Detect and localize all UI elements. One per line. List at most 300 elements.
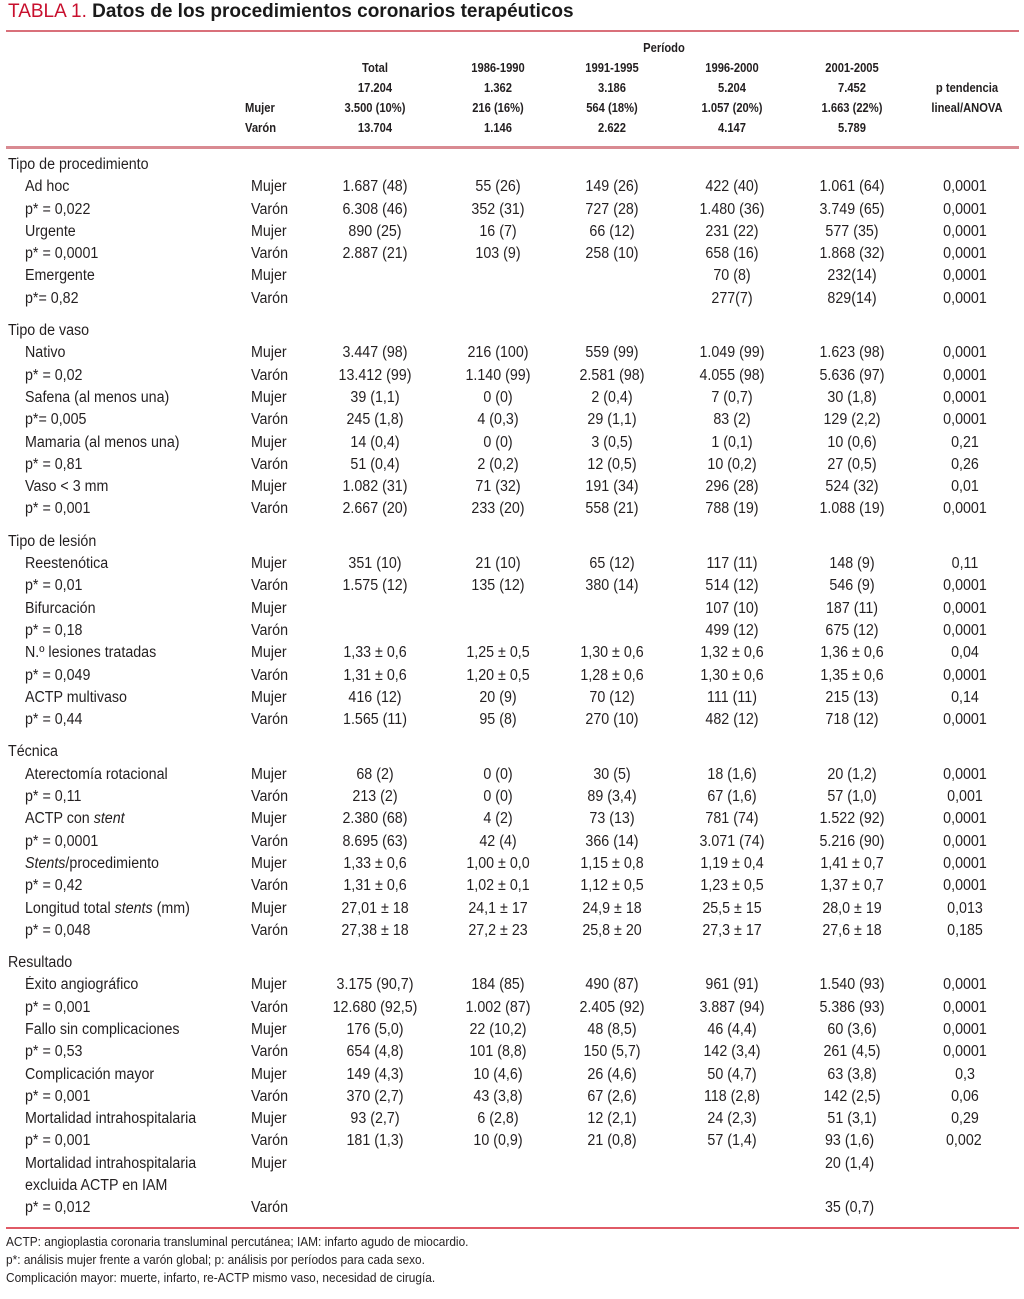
column-header-mujer: 3.500 (10%) [344,100,406,115]
row-label: excluida ACTP en IAM [25,1177,168,1195]
header-row-label-varon: Varón [245,120,277,135]
p-trend-header [914,78,1021,118]
header-rule [6,146,1019,149]
table-row [0,898,1024,920]
value-cell: 50 (4,7) [707,1065,757,1083]
value-cell: 351 (10) [348,555,402,573]
value-cell: 1.623 (98) [819,344,885,362]
row-label [25,898,190,920]
value-cell: 10 (0,9) [473,1132,523,1150]
footnote: ACTP: angioplastia coronaria transluminal percutánea; IAM: infarto agudo de miocardio. [6,1234,469,1249]
table-row [0,199,1024,221]
value-cell: 20 (1,4) [825,1154,875,1172]
table-row [0,974,1024,996]
value-cell: 111 (11) [707,688,757,706]
value-cell: 30 (1,8) [827,388,877,406]
sex-label: Varón [251,877,289,895]
sex-label: Mujer [251,854,287,872]
sex-label: Mujer [251,688,287,706]
sex-label: Mujer [251,810,287,828]
p-value-cell: 0,26 [951,455,979,473]
value-cell: 2 (0,2) [477,455,519,473]
row-label-italic: Stents [25,854,66,872]
sex-label: Mujer [251,899,287,917]
row-label: Bifurcación [25,599,96,617]
value-cell: 231 (22) [705,222,759,240]
value-cell: 1,25 ± 0,5 [466,644,530,662]
row-label: p* = 0,01 [25,577,83,595]
value-cell: 4 (0,3) [477,411,519,429]
row-label: p* = 0,18 [25,621,83,639]
table-title [8,1,574,23]
value-cell: 1,19 ± 0,4 [700,854,764,872]
sex-label: Varón [251,711,289,729]
table-row [0,997,1024,1019]
value-cell: 1,30 ± 0,6 [700,666,764,684]
value-cell: 24,9 ± 18 [582,899,642,917]
p-value-cell: 0,0001 [943,810,987,828]
value-cell: 1.002 (87) [465,998,531,1016]
bottom-rule [6,1227,1019,1229]
table-row [0,831,1024,853]
header-row-label-mujer: Mujer [245,100,275,115]
value-cell: 65 (12) [589,555,635,573]
row-label: p* = 0,42 [25,877,83,895]
value-cell: 27,01 ± 18 [341,899,409,917]
value-cell: 577 (35) [825,222,879,240]
row-label: p* = 0,048 [25,921,91,939]
value-cell: 1,30 ± 0,6 [580,644,644,662]
value-cell: 829(14) [827,289,877,307]
value-cell: 13.412 (99) [338,366,412,384]
value-cell: 107 (10) [705,599,759,617]
row-label: p* = 0,0001 [25,832,99,850]
p-trend-header-line2: lineal/ANOVA [931,100,1003,115]
footnote: Complicación mayor: muerte, infarto, re-ACTP mismo vaso, necesidad de cirugía. [6,1270,436,1285]
sex-label: Mujer [251,344,287,362]
value-cell: 1.565 (11) [343,711,407,729]
p-value-cell: 0,0001 [943,411,987,429]
row-label: Complicación mayor [25,1065,155,1083]
column-header [792,58,912,138]
value-cell: 24 (2,3) [707,1110,757,1128]
value-cell: 129 (2,2) [823,411,881,429]
value-cell: 961 (91) [705,976,759,994]
value-cell: 103 (9) [475,245,521,263]
value-cell: 380 (14) [585,577,639,595]
section-header-row [0,531,1024,553]
sex-label: Varón [251,921,289,939]
p-value-cell: 0,0001 [943,344,987,362]
row-label: p* = 0,44 [25,711,83,729]
value-cell: 29 (1,1) [587,411,637,429]
value-cell: 35 (0,7) [825,1199,875,1217]
value-cell: 142 (2,5) [823,1087,881,1105]
value-cell: 14 (0,4) [350,433,400,451]
value-cell: 1.088 (19) [819,500,885,518]
table-row [0,498,1024,520]
table-row [0,1019,1024,1041]
sex-label: Varón [251,1043,289,1061]
value-cell: 71 (32) [475,478,521,496]
value-cell: 6 (2,8) [477,1110,519,1128]
p-value-cell: 0,0001 [943,998,987,1016]
value-cell: 1,32 ± 0,6 [700,644,764,662]
section-gap [0,521,1024,531]
value-cell: 42 (4) [479,832,517,850]
value-cell: 66 (12) [589,222,635,240]
row-label: p*= 0,005 [25,411,87,429]
row-label: p* = 0,049 [25,666,91,684]
section-title: Tipo de vaso [8,322,90,340]
p-value-cell: 0,0001 [943,765,987,783]
p-value-cell: 0,0001 [943,178,987,196]
table-row [0,221,1024,243]
sex-label: Varón [251,788,289,806]
table-body [0,154,1024,1220]
row-label: p* = 0,001 [25,500,91,518]
sex-label: Varón [251,577,289,595]
table-row [0,1153,1024,1175]
p-value-cell: 0,0001 [943,200,987,218]
value-cell: 149 (4,3) [346,1065,404,1083]
table-row [0,409,1024,431]
value-cell: 261 (4,5) [823,1043,881,1061]
section-title: Tipo de lesión [8,532,97,550]
p-value-cell: 0,0001 [943,621,987,639]
top-rule [6,30,1019,32]
value-cell: 181 (1,3) [346,1132,404,1150]
p-value-cell: 0,04 [951,644,979,662]
column-header-name: 1996-2000 [705,60,759,75]
row-label-text: Longitud total [25,899,115,917]
column-header-name: 2001-2005 [825,60,879,75]
value-cell: 658 (16) [705,245,759,263]
p-value-cell: 0,0001 [943,577,987,595]
sex-label: Mujer [251,1154,287,1172]
p-value-cell: 0,0001 [943,976,987,994]
value-cell: 3.749 (65) [819,200,885,218]
sex-label: Mujer [251,644,287,662]
value-cell: 1,35 ± 0,6 [820,666,884,684]
table-row [0,642,1024,664]
value-cell: 422 (40) [705,178,759,196]
sex-label: Mujer [251,478,287,496]
sex-label: Mujer [251,599,287,617]
value-cell: 27 (0,5) [827,455,877,473]
value-cell: 21 (0,8) [587,1132,637,1150]
p-value-cell: 0,14 [951,688,979,706]
value-cell: 5.386 (93) [819,998,885,1016]
value-cell: 149 (26) [585,178,639,196]
value-cell: 83 (2) [713,411,751,429]
table-row [0,243,1024,265]
value-cell: 270 (10) [585,711,639,729]
row-label [25,808,125,830]
column-header-varon: 5.789 [837,120,866,135]
value-cell: 12 (2,1) [587,1110,637,1128]
column-header-varon: 4.147 [717,120,746,135]
value-cell: 524 (32) [825,478,879,496]
section-gap [0,942,1024,952]
p-value-cell: 0,06 [951,1087,979,1105]
table-row [0,687,1024,709]
value-cell: 499 (12) [705,621,759,639]
table-row [0,1041,1024,1063]
row-label-text: ACTP con [25,810,94,828]
value-cell: 3.071 (74) [699,832,765,850]
value-cell: 51 (0,4) [350,455,400,473]
row-label: Mamaria (al menos una) [25,433,180,451]
value-cell: 1,15 ± 0,8 [580,854,644,872]
value-cell: 12 (0,5) [587,455,637,473]
column-header-mujer: 216 (16%) [472,100,524,115]
value-cell: 93 (1,6) [825,1132,875,1150]
p-value-cell: 0,0001 [943,267,987,285]
p-trend-header-line1: p tendencia [935,80,999,95]
column-header-n: 7.452 [837,80,866,95]
value-cell: 21 (10) [475,555,521,573]
footnote: p*: análisis mujer frente a varón global; p: análisis por períodos para cada sexo. [6,1252,425,1267]
sex-label: Mujer [251,1020,287,1038]
value-cell: 4 (2) [483,810,513,828]
sex-label: Mujer [251,388,287,406]
column-header-mujer: 1.663 (22%) [821,100,883,115]
value-cell: 25,8 ± 20 [582,921,642,939]
value-cell: 0 (0) [483,388,513,406]
sex-label: Varón [251,366,289,384]
value-cell: 1,00 ± 0,0 [466,854,530,872]
row-label: p* = 0,001 [25,1132,91,1150]
value-cell: 0 (0) [483,433,513,451]
value-cell: 150 (5,7) [583,1043,641,1061]
p-value-cell: 0,0001 [943,222,987,240]
row-label: Nativo [25,344,66,362]
value-cell: 370 (2,7) [346,1087,404,1105]
section-title: Tipo de procedimiento [8,156,149,173]
p-value-cell: 0,0001 [943,245,987,263]
value-cell: 1,36 ± 0,6 [820,644,884,662]
row-label: Aterectomía rotacional [25,765,168,783]
value-cell: 1,41 ± 0,7 [820,854,884,872]
value-cell: 215 (13) [825,688,879,706]
p-value-cell: 0,001 [947,788,983,806]
column-header-name: 1991-1995 [585,60,639,75]
table-number: TABLA 1. [8,1,87,22]
value-cell: 135 (12) [471,577,525,595]
value-cell: 57 (1,4) [707,1132,757,1150]
footnotes [6,1233,468,1287]
sex-label: Varón [251,200,289,218]
value-cell: 27,6 ± 18 [822,921,882,939]
value-cell: 1,12 ± 0,5 [580,877,644,895]
row-label-italic: stents [114,899,153,917]
p-value-cell: 0,0001 [943,711,987,729]
row-label: p* = 0,001 [25,998,91,1016]
value-cell: 366 (14) [585,832,639,850]
row-label: Vaso < 3 mm [25,478,109,496]
value-cell: 258 (10) [585,245,639,263]
table-row [0,553,1024,575]
table-row [0,808,1024,830]
value-cell: 93 (2,7) [350,1110,400,1128]
value-cell: 39 (1,1) [350,388,400,406]
row-label: p* = 0,0001 [25,245,99,263]
value-cell: 2 (0,4) [591,388,633,406]
table-row [0,620,1024,642]
value-cell: 296 (28) [705,478,759,496]
value-cell: 2.405 (92) [579,998,645,1016]
table-row [0,575,1024,597]
row-label: p* = 0,02 [25,366,83,384]
row-label: ACTP multivaso [25,688,127,706]
row-label: Mortalidad intrahospitalaria [25,1154,197,1172]
p-value-cell: 0,0001 [943,500,987,518]
value-cell: 25,5 ± 15 [702,899,762,917]
row-label: Reestenótica [25,555,109,573]
value-cell: 28,0 ± 19 [822,899,882,917]
value-cell: 1,28 ± 0,6 [580,666,644,684]
value-cell: 73 (13) [589,810,635,828]
p-value-cell: 0,0001 [943,832,987,850]
table-row [0,342,1024,364]
section-header-row [0,741,1024,763]
value-cell: 20 (1,2) [827,765,877,783]
value-cell: 48 (8,5) [587,1020,637,1038]
table-row [0,786,1024,808]
value-cell: 2.581 (98) [579,366,645,384]
table-row [0,1108,1024,1130]
row-label: p* = 0,001 [25,1087,91,1105]
row-label [25,853,159,875]
table-row [0,920,1024,942]
column-header-mujer: 1.057 (20%) [701,100,763,115]
value-cell: 1,37 ± 0,7 [820,877,884,895]
value-cell: 117 (11) [706,555,758,573]
value-cell: 2.667 (20) [342,500,408,518]
sex-label: Mujer [251,433,287,451]
p-value-cell: 0,11 [951,555,979,573]
sex-label: Varón [251,411,289,429]
sex-label: Mujer [251,222,287,240]
value-cell: 191 (34) [585,478,639,496]
value-cell: 654 (4,8) [346,1043,404,1061]
value-cell: 213 (2) [352,788,398,806]
column-header-name: Total [362,60,388,75]
table-row [0,454,1024,476]
section-gap [0,731,1024,741]
p-value-cell: 0,013 [947,899,983,917]
sex-label: Varón [251,832,289,850]
table-row [0,1086,1024,1108]
value-cell: 3.175 (90,7) [336,976,414,994]
sex-label: Mujer [251,1110,287,1128]
value-cell: 184 (85) [471,976,525,994]
sex-label: Mujer [251,178,287,196]
table-row [0,764,1024,786]
row-label-italic: stent [93,810,125,828]
p-value-cell: 0,0001 [943,1020,987,1038]
sex-label: Mujer [251,1065,287,1083]
value-cell: 781 (74) [705,810,759,828]
value-cell: 70 (12) [589,688,635,706]
column-header-name: 1986-1990 [471,60,525,75]
value-cell: 514 (12) [705,577,759,595]
value-cell: 0 (0) [483,765,513,783]
period-label: Período [643,40,685,55]
row-label: p* = 0,11 [25,788,82,806]
value-cell: 10 (0,6) [827,433,877,451]
value-cell: 176 (5,0) [346,1020,404,1038]
table-row [0,476,1024,498]
value-cell: 490 (87) [585,976,639,994]
column-header-n: 17.204 [357,80,393,95]
column-header-varon: 13.704 [357,120,393,135]
value-cell: 68 (2) [356,765,394,783]
value-cell: 727 (28) [585,200,639,218]
p-value-cell: 0,0001 [943,388,987,406]
value-cell: 1,20 ± 0,5 [466,666,530,684]
sex-label: Varón [251,245,289,263]
value-cell: 233 (20) [471,500,525,518]
value-cell: 27,38 ± 18 [341,921,409,939]
row-label: Safena (al menos una) [25,388,170,406]
value-cell: 89 (3,4) [587,788,637,806]
sex-label: Varón [251,666,289,684]
value-cell: 1.140 (99) [465,366,531,384]
value-cell: 26 (4,6) [587,1065,637,1083]
value-cell: 5.636 (97) [819,366,885,384]
value-cell: 1,31 ± 0,6 [343,666,407,684]
value-cell: 95 (8) [479,711,517,729]
column-header-n: 1.362 [483,80,512,95]
column-header [438,58,558,138]
sex-label: Varón [251,621,289,639]
table-row [0,1130,1024,1152]
p-value-cell: 0,01 [951,478,979,496]
row-label-text: /procedimiento [65,854,159,872]
value-cell: 788 (19) [705,500,759,518]
sex-label: Varón [251,1132,289,1150]
value-cell: 118 (2,8) [703,1087,761,1105]
value-cell: 101 (8,8) [469,1043,527,1061]
sex-label: Varón [251,455,289,473]
value-cell: 3.447 (98) [342,344,408,362]
value-cell: 1.480 (36) [699,200,765,218]
table-row [0,288,1024,310]
value-cell: 558 (21) [585,500,639,518]
p-value-cell: 0,0001 [943,366,987,384]
value-cell: 5.216 (90) [819,832,885,850]
table-row [0,265,1024,287]
value-cell: 245 (1,8) [346,411,404,429]
value-cell: 27,2 ± 23 [468,921,528,939]
row-label: Éxito angiográfico [25,976,139,994]
value-cell: 482 (12) [705,711,759,729]
row-label: p* = 0,022 [25,200,91,218]
value-cell: 1,31 ± 0,6 [343,877,407,895]
value-cell: 2.380 (68) [342,810,408,828]
p-value-cell: 0,0001 [943,289,987,307]
value-cell: 10 (4,6) [473,1065,523,1083]
value-cell: 1.522 (92) [819,810,885,828]
sex-label: Mujer [251,765,287,783]
p-value-cell: 0,29 [951,1110,979,1128]
value-cell: 559 (99) [585,344,639,362]
value-cell: 7 (0,7) [711,388,753,406]
value-cell: 0 (0) [483,788,513,806]
value-cell: 20 (9) [479,688,517,706]
